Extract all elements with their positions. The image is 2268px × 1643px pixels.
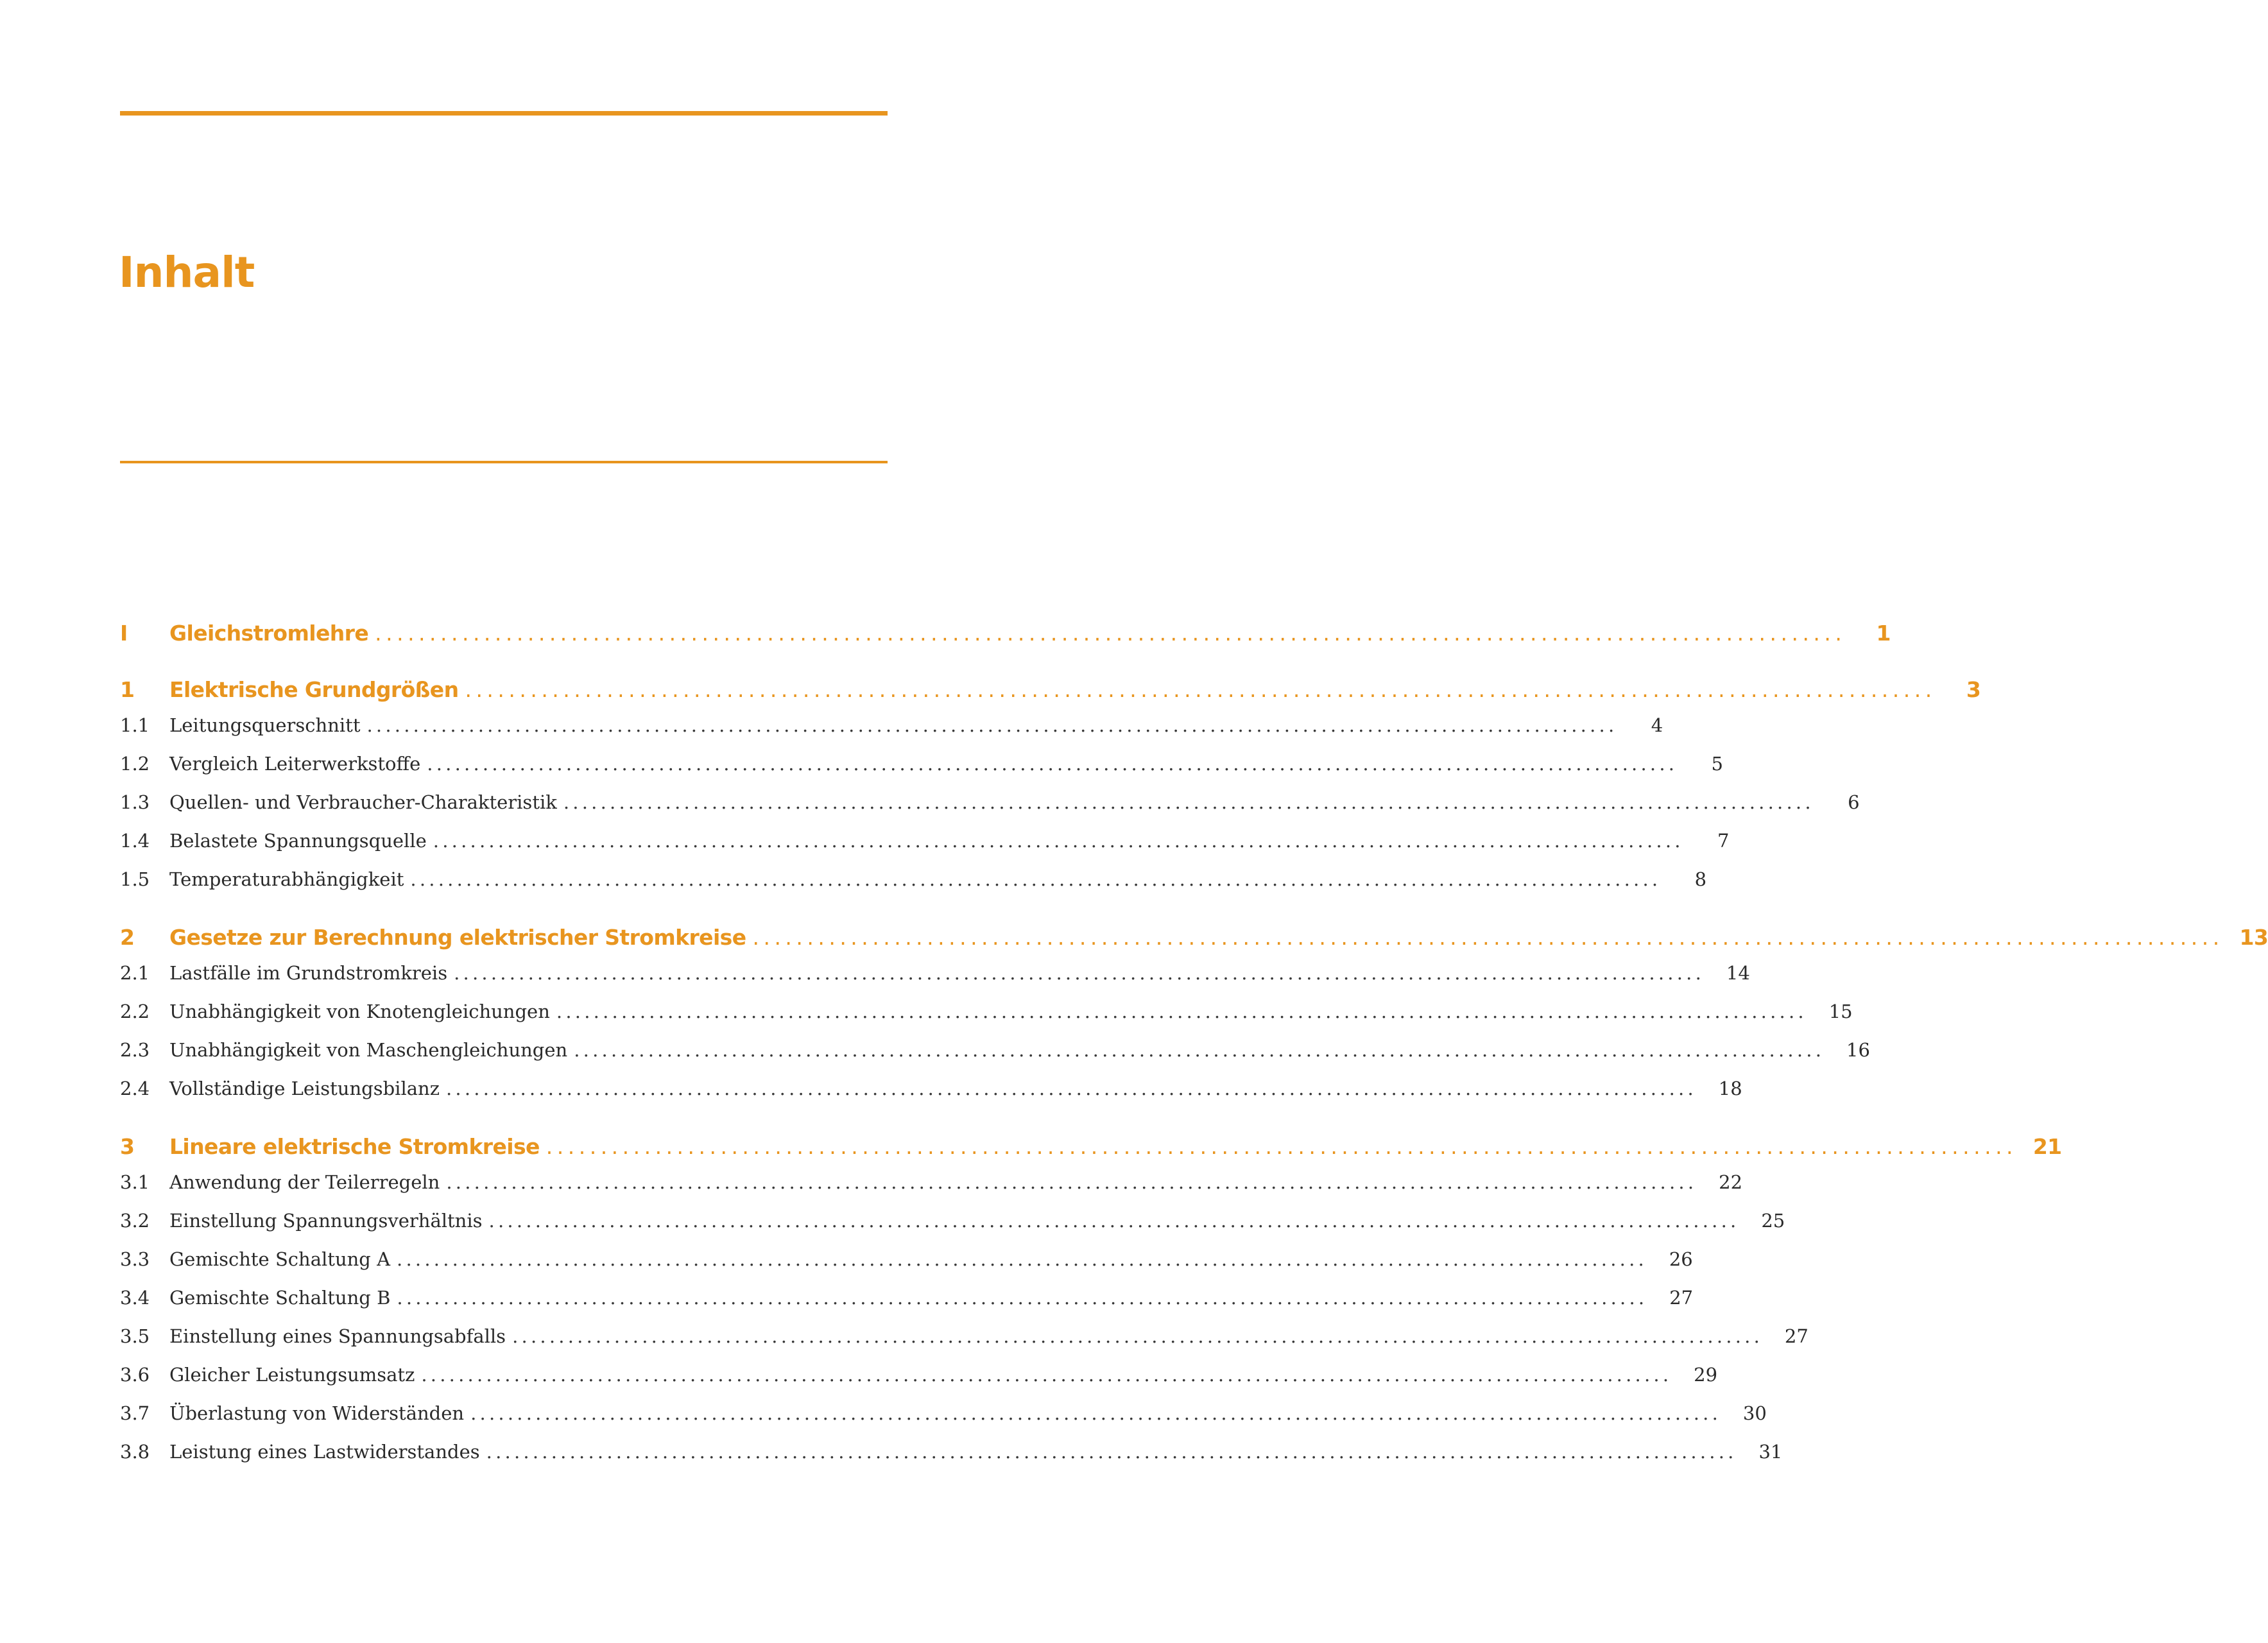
toc-entry-title: Gleicher Leistungsumsatz (169, 1364, 415, 1386)
toc-section-entry[interactable] (120, 791, 1860, 830)
toc-group (120, 677, 1981, 907)
toc-entry-page: 26 (1669, 1248, 1693, 1270)
toc-entry-page: 6 (1848, 791, 1860, 813)
toc-entry-number: 2.2 (120, 1001, 150, 1022)
toc-entry-page: 7 (1717, 830, 1730, 852)
toc-section-entry[interactable] (120, 830, 1730, 868)
toc-entry-number: 2 (120, 925, 135, 950)
toc-dot-leader (375, 621, 1841, 646)
toc-entry-title: Gemischte Schaltung B (169, 1287, 391, 1309)
toc-dot-leader (446, 1078, 1692, 1099)
toc-entry-number: 1 (120, 677, 135, 702)
toc-dot-leader (366, 714, 1613, 736)
toc-entry-title: Lastfälle im Grundstromkreis (169, 962, 448, 984)
toc-entry-page: 16 (1846, 1039, 1870, 1061)
toc-chapter-entry[interactable] (120, 677, 1981, 714)
toc-entry-title: Vergleich Leiterwerkstoffe (169, 753, 421, 775)
toc-entry-number: I (120, 621, 128, 646)
toc-chapter-entry[interactable] (120, 925, 2268, 962)
toc-dot-leader (421, 1364, 1667, 1386)
toc-entry-number: 3.3 (120, 1248, 150, 1270)
page-title: Inhalt (119, 248, 255, 297)
table-of-contents (120, 621, 2268, 1479)
toc-chapter-entry[interactable] (120, 621, 1891, 659)
toc-section-entry[interactable] (120, 868, 1707, 907)
toc-entry-title: Einstellung eines Spannungsabfalls (169, 1325, 506, 1347)
toc-entry-title: Quellen- und Verbraucher-Charakteristik (169, 791, 557, 813)
toc-entry-number: 3 (120, 1134, 135, 1159)
toc-section-entry[interactable] (120, 1210, 1785, 1248)
toc-dot-leader (433, 830, 1680, 852)
toc-section-entry[interactable] (120, 1441, 1783, 1479)
toc-entry-title: Vollständige Leistungsbilanz (169, 1078, 440, 1099)
toc-entry-title: Einstellung Spannungsverhältnis (169, 1210, 483, 1232)
toc-entry-number: 3.2 (120, 1210, 150, 1232)
toc-section-entry[interactable] (120, 1171, 1743, 1210)
toc-entry-page: 8 (1694, 868, 1707, 890)
toc-entry-number: 3.4 (120, 1287, 150, 1309)
toc-entry-title: Anwendung der Teilerregeln (169, 1171, 440, 1193)
title-divider (120, 461, 888, 463)
toc-section-entry[interactable] (120, 1001, 1853, 1039)
toc-section-entry[interactable] (120, 1364, 1718, 1402)
toc-entry-page: 31 (1758, 1441, 1783, 1463)
toc-entry-number: 2.1 (120, 962, 150, 984)
toc-dot-leader (470, 1402, 1717, 1424)
toc-dot-leader (563, 791, 1810, 813)
toc-entry-number: 2.4 (120, 1078, 150, 1099)
toc-entry-number: 3.5 (120, 1325, 150, 1347)
toc-dot-leader (489, 1210, 1735, 1232)
toc-dot-leader (465, 677, 1930, 702)
toc-dot-leader (752, 925, 2218, 950)
toc-entry-number: 3.7 (120, 1402, 150, 1424)
toc-section-entry[interactable] (120, 753, 1723, 791)
toc-section-entry[interactable] (120, 962, 1750, 1001)
toc-dot-leader (397, 1248, 1643, 1270)
toc-entry-title: Leistung eines Lastwiderstandes (169, 1441, 480, 1463)
toc-entry-number: 3.6 (120, 1364, 150, 1386)
toc-dot-leader (427, 753, 1673, 775)
toc-entry-number: 2.3 (120, 1039, 150, 1061)
toc-dot-leader (410, 868, 1656, 890)
toc-entry-title: Leitungsquerschnitt (169, 714, 361, 736)
toc-entry-page: 18 (1718, 1078, 1742, 1099)
toc-entry-title: Unabhängigkeit von Knotengleichungen (169, 1001, 550, 1022)
toc-group (120, 621, 1891, 659)
toc-dot-leader (446, 1171, 1692, 1193)
toc-dot-leader (454, 962, 1700, 984)
toc-entry-title: Temperaturabhängigkeit (169, 868, 404, 890)
toc-entry-number: 1.2 (120, 753, 150, 775)
toc-entry-page: 21 (2032, 1134, 2062, 1159)
toc-entry-number: 3.1 (120, 1171, 150, 1193)
toc-entry-page: 3 (1966, 677, 1981, 702)
toc-dot-leader (574, 1039, 1820, 1061)
toc-entry-title: Lineare elektrische Stromkreise (169, 1134, 540, 1159)
toc-section-entry[interactable] (120, 1402, 1767, 1441)
toc-entry-page: 29 (1694, 1364, 1718, 1386)
toc-entry-page: 5 (1711, 753, 1723, 775)
toc-chapter-entry[interactable] (120, 1134, 2062, 1171)
toc-group (120, 925, 2268, 1116)
toc-section-entry[interactable] (120, 1248, 1693, 1287)
toc-entry-number: 1.1 (120, 714, 150, 736)
toc-entry-page: 15 (1828, 1001, 1853, 1022)
toc-entry-page: 30 (1742, 1402, 1767, 1424)
toc-entry-page: 1 (1876, 621, 1891, 646)
toc-entry-title: Elektrische Grundgrößen (169, 677, 459, 702)
toc-section-entry[interactable] (120, 1325, 1808, 1364)
toc-entry-number: 3.8 (120, 1441, 150, 1463)
toc-entry-page: 13 (2239, 925, 2268, 950)
toc-entry-page: 14 (1726, 962, 1750, 984)
toc-dot-leader (512, 1325, 1758, 1347)
toc-entry-page: 27 (1669, 1287, 1694, 1309)
toc-entry-page: 25 (1761, 1210, 1785, 1232)
toc-entry-title: Gleichstromlehre (169, 621, 369, 646)
toc-section-entry[interactable] (120, 1039, 1870, 1078)
toc-entry-page: 22 (1719, 1171, 1743, 1193)
toc-entry-title: Überlastung von Widerständen (169, 1402, 465, 1424)
toc-group (120, 1134, 2062, 1479)
toc-entry-page: 27 (1784, 1325, 1808, 1347)
toc-section-entry[interactable] (120, 714, 1663, 753)
toc-entry-page: 4 (1651, 714, 1663, 736)
toc-entry-number: 1.4 (120, 830, 150, 852)
toc-entry-title: Belastete Spannungsquelle (169, 830, 427, 852)
toc-dot-leader (556, 1001, 1803, 1022)
toc-entry-number: 1.3 (120, 791, 150, 813)
toc-section-entry[interactable] (120, 1287, 1694, 1325)
toc-entry-number: 1.5 (120, 868, 150, 890)
toc-entry-title: Gesetze zur Berechnung elektrischer Stromkreise (169, 925, 746, 950)
toc-dot-leader (546, 1134, 2012, 1159)
top-divider (120, 111, 888, 116)
toc-dot-leader (397, 1287, 1643, 1309)
toc-entry-title: Unabhängigkeit von Maschengleichungen (169, 1039, 568, 1061)
toc-dot-leader (486, 1441, 1733, 1463)
toc-section-entry[interactable] (120, 1078, 1742, 1116)
toc-entry-title: Gemischte Schaltung A (169, 1248, 391, 1270)
